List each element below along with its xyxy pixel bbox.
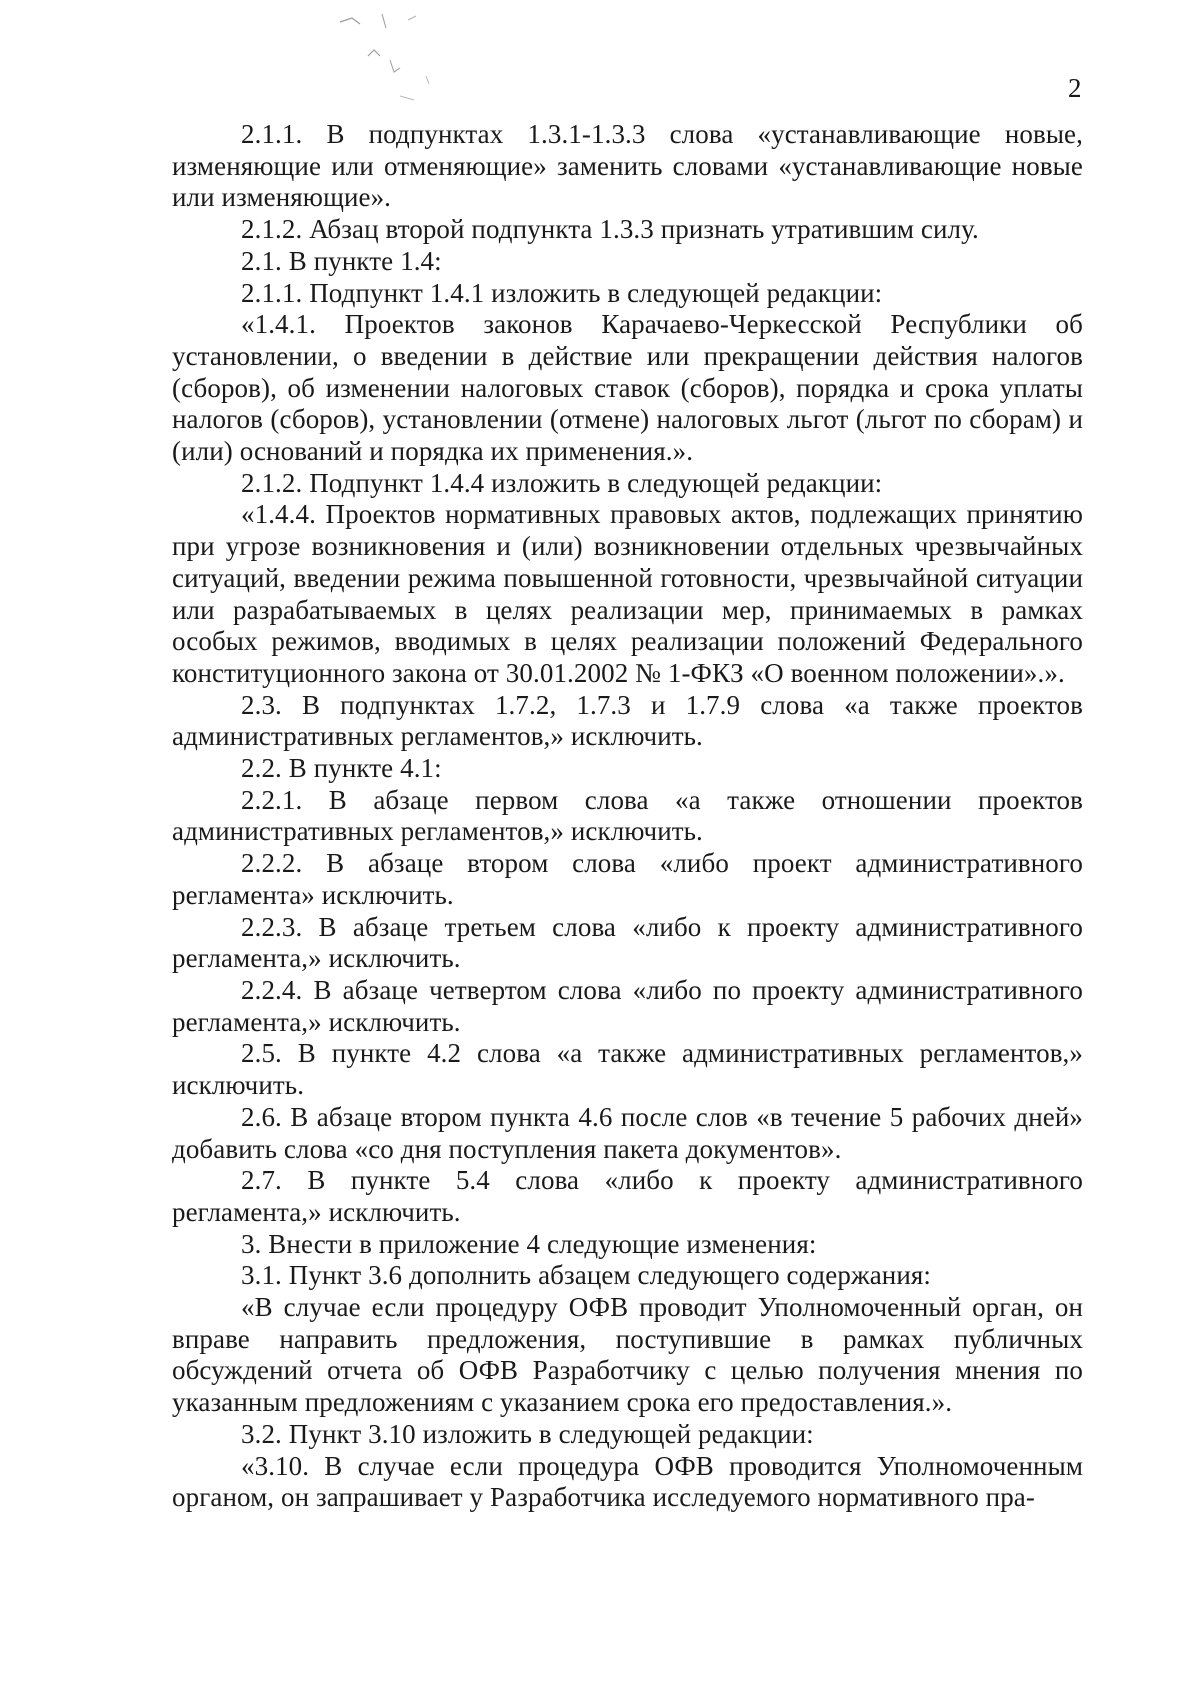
- paragraph: 2.2.1. В абзаце первом слова «а также отношении проектов административных регламентов,» исключить.: [172, 784, 1083, 847]
- paragraph: 2.7. В пункте 5.4 слова «либо к проекту административного регламента,» исключить.: [172, 1165, 1083, 1227]
- paragraph: «3.10. В случае если процедура ОФВ проводится Уполномоченным органом, он запрашивает у Разработчика исследуемого нормативного пра-: [172, 1450, 1083, 1513]
- paragraph: «1.4.4. Проектов нормативных правовых актов, подлежащих принятию при угрозе возникновения и (или) возникновении отдельных чрезвычайных ситуаций, введении режима повышенной готовности, чрезвычайной ситуации или разрабатываемых в целях реализации мер, принимаемых в рамках особых режимов, вводимых в целях реализации положений Федерального конституционного закона от 30.01.2002 № 1-ФКЗ «О военном положении».».: [172, 499, 1083, 688]
- paragraph: 2.2.2. В абзаце втором слова «либо проект административного регламента» исключить.: [172, 848, 1083, 910]
- paragraph: 2.2. В пункте 4.1:: [241, 753, 442, 784]
- paragraph: 2.1.1. Подпункт 1.4.1 изложить в следующей редакции:: [241, 277, 883, 308]
- paragraph: 2.2.4. В абзаце четвертом слова «либо по проекту административного регламента,» исключить.: [172, 974, 1083, 1037]
- paragraph: 2.1.2. Подпункт 1.4.4 изложить в следующей редакции:: [241, 467, 883, 498]
- paragraph: 2.1. В пункте 1.4:: [241, 245, 442, 276]
- paragraph: 3.1. Пункт 3.6 дополнить абзацем следующего содержания:: [241, 1260, 932, 1291]
- paragraph: 2.1.2. Абзац второй подпункта 1.3.3 признать утратившим силу.: [241, 214, 979, 245]
- paragraph: «В случае если процедуру ОФВ проводит Уполномоченный орган, он вправе направить предложения, поступившие в рамках публичных обсуждений отчета об ОФВ Разработчику с целью получения мнения по указанным предложениям с указанием срока его предоставления.».: [172, 1292, 1083, 1418]
- page-number: 2: [1068, 73, 1082, 103]
- paragraph: 2.1.1. В подпунктах 1.3.1-1.3.3 слова «устанавливающие новые, изменяющие или отменяющие» заменить словами «устанавливающие новые или изменяющие».: [172, 119, 1083, 213]
- paragraph: 2.6. В абзаце втором пункта 4.6 после слов «в течение 5 рабочих дней» добавить слова «со дня поступления пакета документов».: [172, 1101, 1083, 1164]
- paragraph: 2.5. В пункте 4.2 слова «а также административных регламентов,» исключить.: [172, 1038, 1083, 1101]
- scan-artifact-marks: [330, 10, 490, 110]
- paragraph: 3. Внести в приложение 4 следующие изменения:: [241, 1228, 817, 1259]
- paragraph: 3.2. Пункт 3.10 изложить в следующей редакции:: [241, 1418, 814, 1449]
- document-body: [172, 119, 1083, 1514]
- paragraph: 2.2.3. В абзаце третьем слова «либо к проекту административного регламента,» исключить.: [172, 911, 1083, 974]
- paragraph: «1.4.1. Проектов законов Карачаево-Черкесской Республики об установлении, о введении в действие или прекращении действия налогов (сборов), об изменении налоговых ставок (сборов), порядка и срока уплаты налогов (сборов), установлении (отмене) налоговых льгот (льгот по сборам) и (или) оснований и порядка их применения.».: [172, 309, 1083, 467]
- paragraph: 2.3. В подпунктах 1.7.2, 1.7.3 и 1.7.9 слова «а также проектов административных регламентов,» исключить.: [172, 689, 1083, 752]
